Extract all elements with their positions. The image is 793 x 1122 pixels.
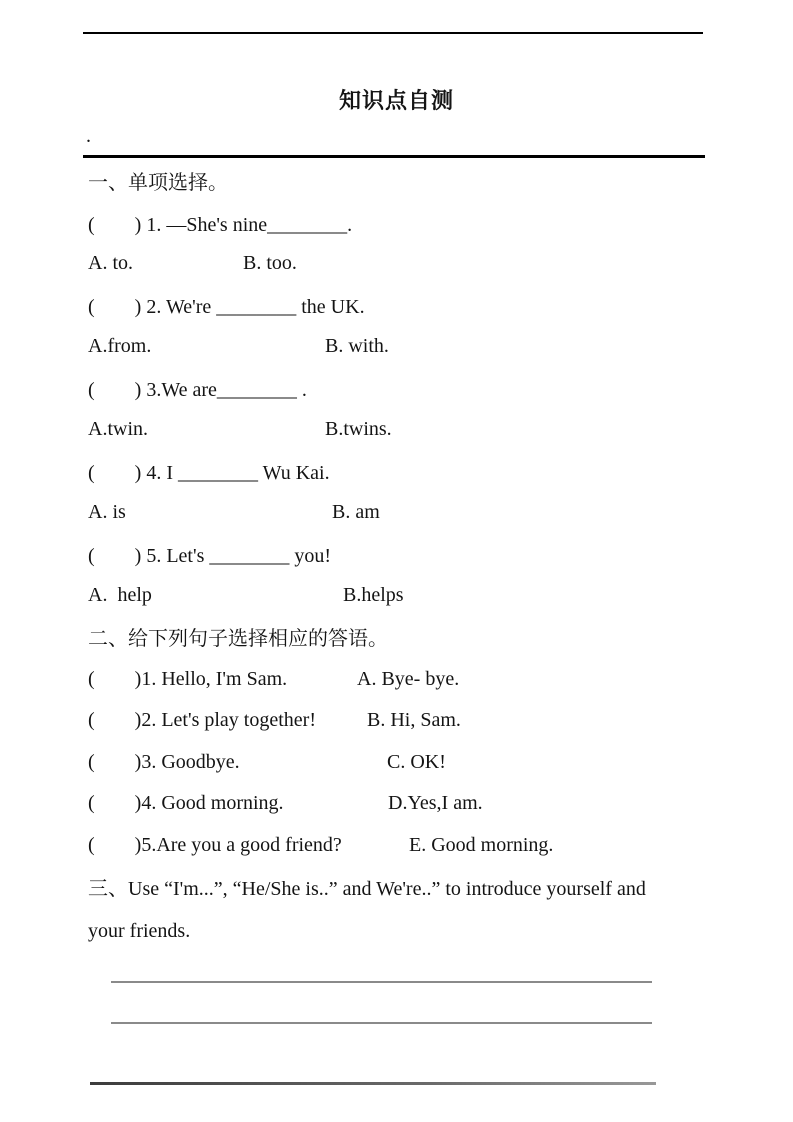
top-rule xyxy=(83,32,703,34)
match-question: ( )3. Goodbye. xyxy=(88,751,240,773)
option-a: A.twin. xyxy=(88,418,148,440)
match-question: ( )4. Good morning. xyxy=(88,792,284,814)
question-row-5: ( ) 5. Let's ________ you! xyxy=(88,545,332,567)
question-row-4: ( ) 4. I ________ Wu Kai. xyxy=(88,462,330,484)
match-question: ( )5.Are you a good friend? xyxy=(88,834,342,856)
dot-mark: . xyxy=(86,125,91,147)
section2-heading: 二、给下列句子选择相应的答语。 xyxy=(88,628,388,650)
match-answer: A. Bye- bye. xyxy=(357,668,460,690)
question-row-3: ( ) 3.We are________ . xyxy=(88,379,307,401)
option-b: B. too. xyxy=(243,252,297,274)
option-b: B.twins. xyxy=(325,418,392,440)
match-question: ( )1. Hello, I'm Sam. xyxy=(88,668,288,690)
option-a: A. help xyxy=(88,584,152,606)
option-a: A.from. xyxy=(88,335,152,357)
section3-heading-line1: 三、Use “I'm...”, “He/She is..” and We're..” to introduce yourself and xyxy=(88,878,646,900)
option-b: B.helps xyxy=(343,584,404,606)
section3-heading-line2: your friends. xyxy=(88,920,191,942)
question-row-2: ( ) 2. We're ________ the UK. xyxy=(88,296,365,318)
match-question: ( )2. Let's play together! xyxy=(88,709,316,731)
option-b: B. am xyxy=(332,501,380,523)
match-answer: B. Hi, Sam. xyxy=(367,709,461,731)
option-b: B. with. xyxy=(325,335,389,357)
section1-heading: 一、单项选择。 xyxy=(88,172,228,194)
header-rule xyxy=(83,155,705,158)
match-answer: C. OK! xyxy=(387,751,446,773)
option-a: A. to. xyxy=(88,252,133,274)
answer-line-2 xyxy=(111,1022,652,1024)
page-title: 知识点自测 xyxy=(338,88,454,113)
question-row-1: ( ) 1. —She's nine________. xyxy=(88,214,353,236)
match-answer: E. Good morning. xyxy=(409,834,554,856)
footer-rule xyxy=(90,1082,656,1085)
option-a: A. is xyxy=(88,501,126,523)
answer-line-1 xyxy=(111,981,652,983)
match-answer: D.Yes,I am. xyxy=(388,792,483,814)
